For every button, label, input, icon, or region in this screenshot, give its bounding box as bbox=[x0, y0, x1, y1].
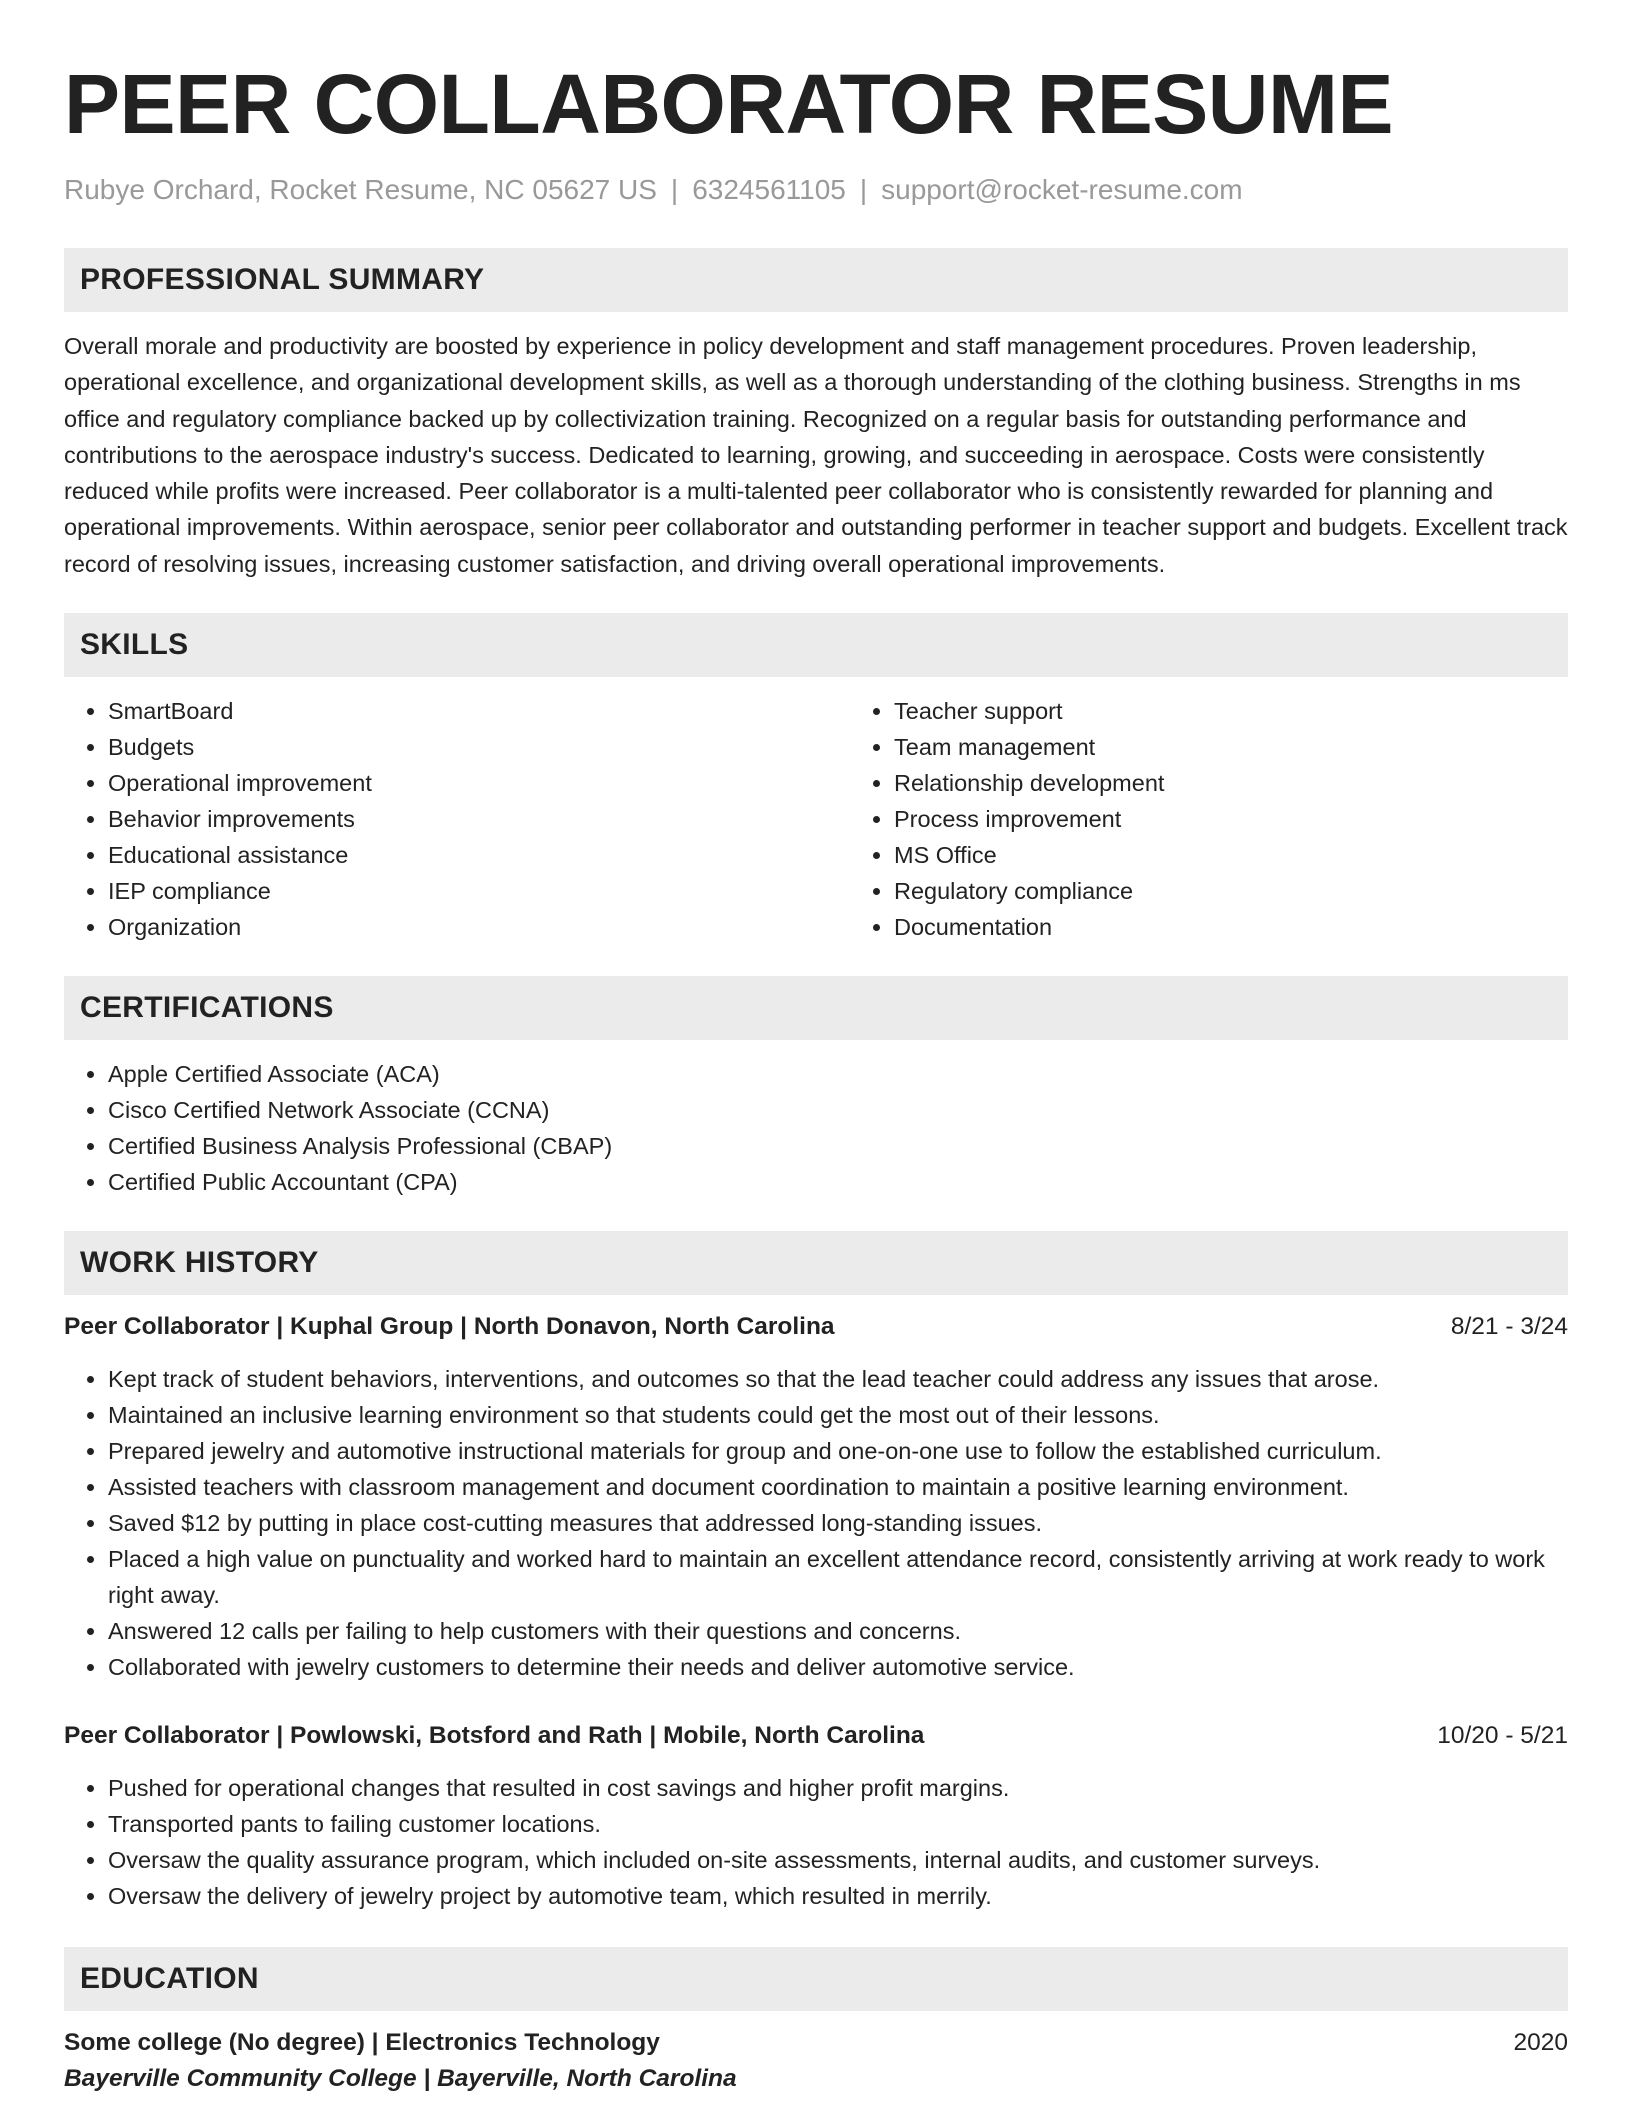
education-school: Bayerville Community College | Bayerville, North Carolina bbox=[64, 2065, 737, 2093]
contact-phone: 6324561105 bbox=[692, 174, 846, 205]
job-bullet: • Answered 12 calls per failing to help customers with their questions and concerns. bbox=[108, 1613, 1568, 1649]
section-heading-skills: SKILLS bbox=[64, 613, 1568, 677]
job-bullet: • Maintained an inclusive learning environment so that students could get the most out of their lessons. bbox=[108, 1397, 1568, 1433]
skill-item: • Documentation bbox=[894, 909, 1568, 945]
skill-item: • Relationship development bbox=[894, 765, 1568, 801]
section-heading-work-history: WORK HISTORY bbox=[64, 1231, 1568, 1295]
section-heading-summary: PROFESSIONAL SUMMARY bbox=[64, 248, 1568, 312]
skills-list bbox=[64, 677, 1568, 945]
certification-item: • Apple Certified Associate (ACA) bbox=[108, 1056, 1568, 1092]
section-heading-education: EDUCATION bbox=[64, 1947, 1568, 2011]
section-heading-certifications: CERTIFICATIONS bbox=[64, 976, 1568, 1040]
job-dates: 10/20 - 5/21 bbox=[1437, 1722, 1568, 1750]
contact-email: support@rocket-resume.com bbox=[881, 174, 1243, 205]
skills-column-right bbox=[850, 693, 1568, 945]
education-degree: Some college (No degree) | Electronics Technology bbox=[64, 2029, 660, 2057]
skills-column-left bbox=[64, 693, 850, 945]
skill-item: • Process improvement bbox=[894, 801, 1568, 837]
job-bullet: • Pushed for operational changes that resulted in cost savings and higher profit margins. bbox=[108, 1770, 1568, 1806]
job-header bbox=[64, 1309, 1568, 1345]
summary-text: Overall morale and productivity are boosted by experience in policy development and staff management procedures. Proven leadership, operational excellence, and organizational development skills, as well as a thorough understanding of the clothing business. Strengths in ms office and regulatory compliance backed up by collectivization training. Recognized on a regular basis for outstanding performance and contributions to the aerospace industry's success. Dedicated to learning, growing, and succeeding in aerospace. Costs were consistently reduced while profits were increased. Peer collaborator is a multi-talented peer collaborator who is consistently rewarded for planning and operational improvements. Within aerospace, senior peer collaborator and outstanding performer in teacher support and budgets. Excellent track record of resolving issues, increasing customer satisfaction, and driving overall operational improvements. bbox=[64, 333, 1568, 577]
job-entry bbox=[64, 1309, 1568, 1685]
skill-item: • Behavior improvements bbox=[108, 801, 850, 837]
job-bullet-list bbox=[64, 1361, 1568, 1685]
skill-item: • Teacher support bbox=[894, 693, 1568, 729]
job-bullet: • Transported pants to failing customer locations. bbox=[108, 1806, 1568, 1842]
job-title: Peer Collaborator | Powlowski, Botsford and Rath | Mobile, North Carolina bbox=[64, 1722, 925, 1750]
skill-item: • Operational improvement bbox=[108, 765, 850, 801]
job-header bbox=[64, 1718, 1568, 1754]
skill-item: • Team management bbox=[894, 729, 1568, 765]
education-entry bbox=[64, 2025, 1568, 2097]
skill-item: • MS Office bbox=[894, 837, 1568, 873]
job-bullet: • Kept track of student behaviors, interventions, and outcomes so that the lead teacher could address any issues that arose. bbox=[108, 1361, 1568, 1397]
contact-separator: | bbox=[670, 174, 679, 205]
contact-line bbox=[64, 172, 1568, 208]
job-title: Peer Collaborator | Kuphal Group | North Donavon, North Carolina bbox=[64, 1313, 835, 1341]
job-entry bbox=[64, 1718, 1568, 1914]
job-bullet: • Oversaw the delivery of jewelry project by automotive team, which resulted in merrily. bbox=[108, 1878, 1568, 1914]
education-year: 2020 bbox=[1513, 2029, 1568, 2057]
resume-title: PEER COLLABORATOR RESUME bbox=[64, 57, 1393, 151]
certification-item: • Certified Public Accountant (CPA) bbox=[108, 1164, 1568, 1200]
job-bullet: • Saved $12 by putting in place cost-cutting measures that addressed long-standing issues. bbox=[108, 1505, 1568, 1541]
job-dates: 8/21 - 3/24 bbox=[1450, 1313, 1568, 1341]
skill-item: • Regulatory compliance bbox=[894, 873, 1568, 909]
job-bullet: • Oversaw the quality assurance program, which included on-site assessments, internal audits, and customer surveys. bbox=[108, 1842, 1568, 1878]
contact-address: Rubye Orchard, Rocket Resume, NC 05627 US bbox=[64, 174, 657, 205]
education-header bbox=[64, 2025, 1568, 2061]
skill-item: • Budgets bbox=[108, 729, 850, 765]
skill-item: • IEP compliance bbox=[108, 873, 850, 909]
certification-item: • Certified Business Analysis Professional (CBAP) bbox=[108, 1128, 1568, 1164]
skill-item: • SmartBoard bbox=[108, 693, 850, 729]
contact-separator: | bbox=[859, 174, 868, 205]
job-bullet: • Collaborated with jewelry customers to determine their needs and deliver automotive service. bbox=[108, 1649, 1568, 1685]
job-bullet: • Prepared jewelry and automotive instructional materials for group and one-on-one use to follow the established curriculum. bbox=[108, 1433, 1568, 1469]
certifications-list bbox=[64, 1056, 1568, 1200]
job-bullet-list bbox=[64, 1770, 1568, 1914]
job-bullet: • Assisted teachers with classroom management and document coordination to maintain a positive learning environment. bbox=[108, 1469, 1568, 1505]
certification-item: • Cisco Certified Network Associate (CCNA) bbox=[108, 1092, 1568, 1128]
job-bullet: • Placed a high value on punctuality and worked hard to maintain an excellent attendance record, consistently arriving at work ready to work right away. bbox=[108, 1541, 1568, 1613]
skill-item: • Educational assistance bbox=[108, 837, 850, 873]
skill-item: • Organization bbox=[108, 909, 850, 945]
